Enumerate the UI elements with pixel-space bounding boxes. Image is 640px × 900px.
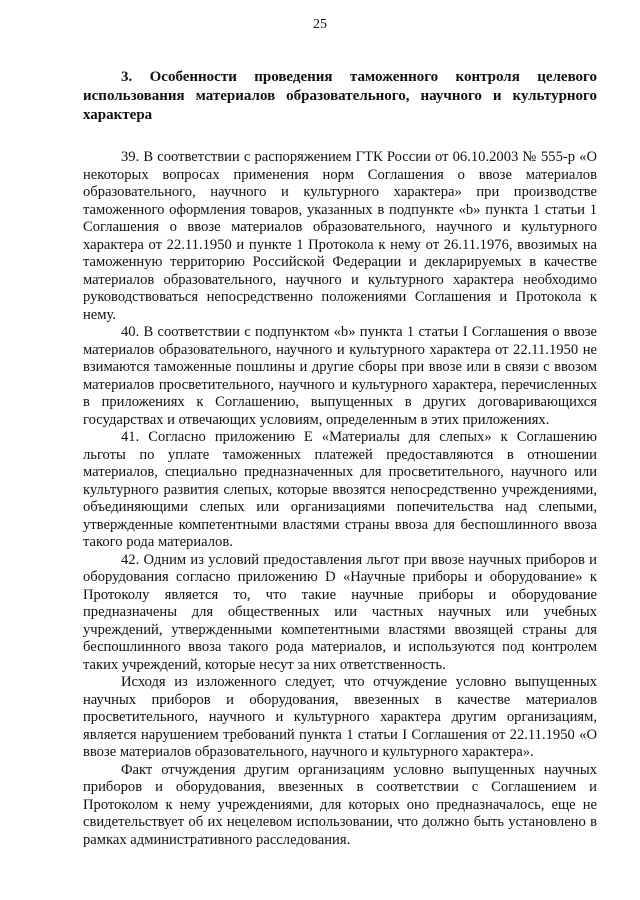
- text-line: предназначены для общественных или частных научных или учебных: [83, 604, 597, 620]
- text-line: таких учреждений, которые несут за них ответственность.: [83, 656, 446, 673]
- text-line: таможенную территорию Российской Федерации и декларируемых в качестве: [83, 254, 597, 270]
- text-line: Соглашения о ввозе материалов образовательного, научного и культурного: [83, 219, 597, 235]
- text-line: объединяющими слепых или организациями попечительства над слепыми,: [83, 499, 597, 515]
- text-line: в приложениях к Соглашению, выпущенных в других договаривающихся: [83, 394, 597, 410]
- heading-line: 3. Особенности проведения таможенного контроля целевого: [121, 69, 597, 85]
- page-number: 25: [313, 17, 327, 32]
- text-line: оборудования согласно приложению D «Научные приборы и оборудование» к: [83, 569, 597, 585]
- text-line: просветительного, научного и культурного характера другим организациям,: [83, 709, 597, 725]
- text-line: свидетельствует об их нецелевом использовании, что должно быть установлено в: [83, 814, 597, 830]
- text-line: культурного развития слепых, которые ввозятся непосредственно учреждениями,: [83, 481, 597, 498]
- text-line: приборов и оборудования, ввезенных в соответствии с Соглашением и: [83, 779, 597, 795]
- text-line: материалов просветительного, научного и культурного характера, перечисленных: [83, 376, 597, 393]
- text-line: научных приборов и оборудования, ввезенных в качестве материалов: [83, 691, 597, 708]
- text-line: государствах и отвечающих условиям, определенным в этих приложениях.: [83, 411, 550, 428]
- document-body: [83, 149, 597, 849]
- section-heading: [83, 68, 597, 125]
- text-line: учреждений, утвержденными компетентными властями ввозящей страны для: [83, 621, 597, 638]
- text-line: Протоколу является то, что такие научные приборы и оборудование: [83, 586, 597, 603]
- paragraph: [83, 324, 597, 429]
- text-line: взимаются таможенные пошлины и другие сборы при ввозе или в связи с ввозом: [83, 359, 597, 375]
- text-line: такого рода материалов.: [83, 534, 233, 550]
- text-line: Исходя из изложенного следует, что отчуждение условно выпущенных: [121, 674, 597, 690]
- paragraph: [83, 762, 597, 850]
- paragraph: [83, 552, 597, 675]
- text-line: руководствоваться непосредственно положениями Соглашения и Протокола к: [83, 289, 597, 305]
- text-line: Факт отчуждения другим организациям условно выпущенных научных: [121, 761, 597, 778]
- text-line: материалов образовательного, научного и культурного характера от 22.11.1950 не: [83, 341, 597, 358]
- text-line: 41. Согласно приложению Е «Материалы для слепых» к Соглашению: [121, 429, 597, 445]
- text-line: беспошлинного ввоза такого рода материалов, и используются под контролем: [83, 639, 597, 655]
- text-line: рамках административного расследования.: [83, 831, 351, 848]
- text-line: таможенного оформления товаров, указанных в подпункте «b» пункта 1 статьи 1: [83, 201, 597, 218]
- text-line: нему.: [83, 306, 117, 323]
- text-line: образовательного, научного и культурного характера» при производстве: [83, 184, 597, 200]
- text-line: характера от 22.11.1950 и пункте 1 Протокола к нему от 26.11.1976, ввозимых на: [83, 236, 597, 253]
- text-line: утвержденные компетентными властями страны ввоза для беспошлинного ввоза: [83, 516, 597, 533]
- text-line: некоторых вопросах применения норм Соглашения о ввозе материалов: [83, 166, 597, 183]
- paragraph: [83, 429, 597, 552]
- heading-line: характера: [83, 107, 153, 123]
- paragraph: [83, 149, 597, 324]
- text-line: материалов образовательного, научного и культурного характера необходимо: [83, 271, 597, 288]
- text-line: является нарушением требований пункта 1 статьи I Соглашения от 22.11.1950 «О: [83, 726, 597, 743]
- paragraph: [83, 674, 597, 762]
- text-line: Протоколом к нему учреждениями, для которых оно предназначалось, еще не: [83, 796, 597, 813]
- text-line: материалов, специально предназначенных для просветительного, научного или: [83, 464, 597, 480]
- text-line: ввозе материалов образовательного, научного и культурного характера».: [83, 744, 534, 760]
- text-line: 39. В соответствии с распоряжением ГТК России от 06.10.2003 № 555-р «О: [121, 149, 597, 165]
- text-line: 42. Одним из условий предоставления льгот при ввозе научных приборов и: [121, 551, 597, 568]
- text-line: льготы по уплате таможенных платежей предоставляются в отношении: [83, 446, 597, 463]
- heading-line: использования материалов образовательного, научного и культурного: [83, 88, 597, 104]
- text-line: 40. В соответствии с подпунктом «b» пункта 1 статьи I Соглашения о ввозе: [121, 324, 597, 340]
